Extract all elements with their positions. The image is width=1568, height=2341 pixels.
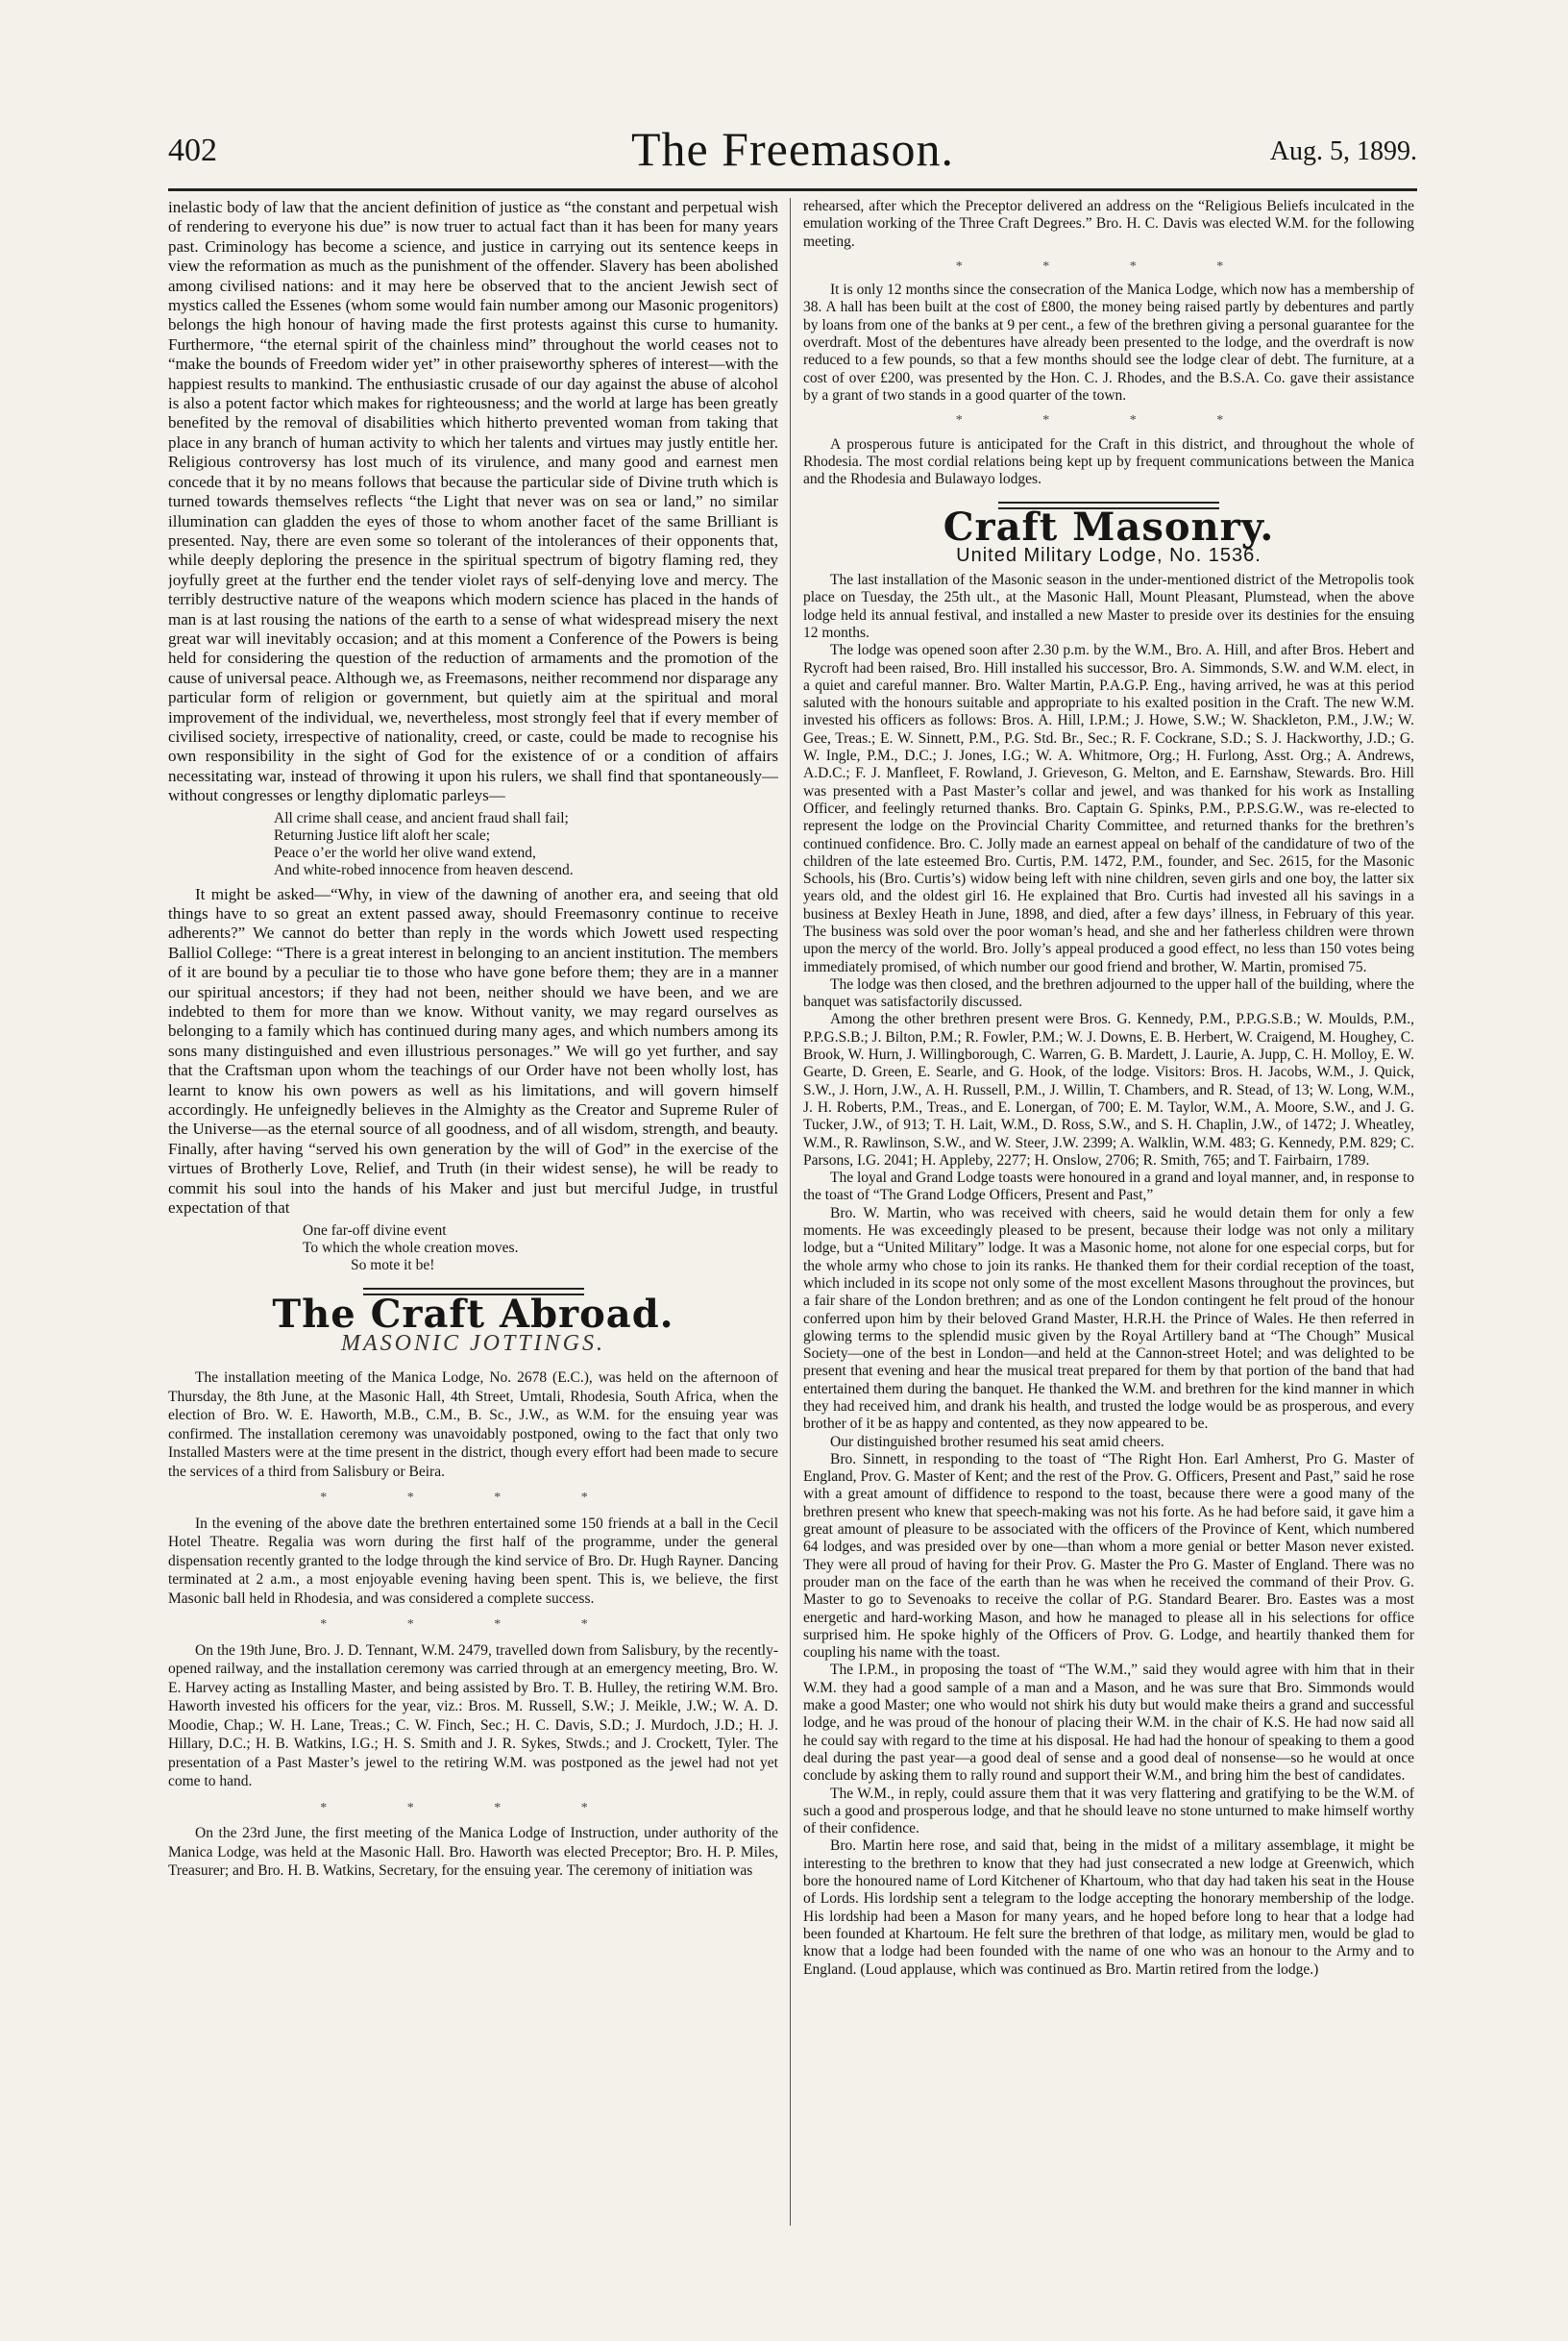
section-heading-craft-abroad: The Craft Abroad. (272, 1291, 674, 1337)
verse-quote (274, 810, 778, 879)
header-rule (168, 188, 1417, 191)
section-separator: * * * * (955, 259, 1262, 274)
section-separator: * * * * (955, 413, 1262, 429)
right-column (803, 198, 1414, 2245)
verse-line: Returning Justice lift aloft her scale; (274, 826, 491, 844)
report-paragraph: Bro. W. Martin, who was received with cheers, said he would detain them for only a few moments. He was exceedingly pleased to be present, because their lodge was not only a military lodge, but a “United Military” lodge. It was a Masonic home, not alone for one especial corps, but for the whole army who chose to join its ranks. He thanked them for their cordial reception of the toast, which included in its scope not only some of the most excellent Masons throughout the provinces, but a fair share of the London brethren; and as one of the London contingent he felt proud of the honour conferred upon him by their beloved Grand Master, H.R.H. the Prince of Wales. He then referred in glowing terms to the splendid music given by the Royal Artillery band at “The Chough” Musical Society—one of the best in London—and held at the Cannon-street Hotel; and was delighted to be present that evening and hear the musical treat prepared for them by that portion of the band that had entertained them during the banquet. He thanked the W.M. and brethren for the kind manner in which they had received him, and drank his health, and trusted the lodge would be as prosperous, and every brother of it be as happy and contented, as they now appeared to be. (803, 1204, 1414, 1433)
verse-line: All crime shall cease, and ancient fraud shall fail; (274, 809, 569, 826)
column-divider (790, 198, 791, 2226)
report-paragraph: The lodge was then closed, and the brethren adjourned to the upper hall of the building, where the banquet was satisfactorily discussed. (803, 975, 1414, 1011)
article-paragraph: A prosperous future is anticipated for the Craft in this district, and throughout the whole of Rhodesia. The most cordial relations being kept up by frequent communications between the Manica and the Rhodesia and Bulawayo lodges. (803, 435, 1414, 488)
report-paragraph: The I.P.M., in proposing the toast of “The W.M.,” said they would agree with him that in their W.M. they had a good sample of a man and a Mason, and he was sure that Bro. Simmonds would make a good Master; one who would not shirk his duty but would make theirs a grand and successful lodge, and he was proud of the honour of placing their W.M. in the chair of K.S. He had now said all he could say with regard to the time at his disposal. He had had the honour of speaking to them a good deal during the past year—a good deal of sense and a good deal of nonsense—so he would at once conclude by asking them to rally round and support their W.M., and bring him the best of candidates. (803, 1662, 1414, 1785)
section-separator: * * * * (320, 1617, 626, 1633)
report-paragraph: Our distinguished brother resumed his seat amid cheers. (830, 1433, 1164, 1450)
section-heading-craft-masonry: Craft Masonry. (943, 505, 1275, 551)
report-paragraph: The lodge was opened soon after 2.30 p.m. by the W.M., Bro. A. Hill, and after Bros. Hebert and Rycroft had been raised, Bro. Hill installed his successor, Bro. A. Simmonds, S.W. and W.M. elect, in a quiet and careful manner. Bro. Walter Martin, P.A.G.P. Eng., having arrived, he was at this period saluted with the honours suitable and appropriate to his exalted position in the Craft. The new W.M. invested his officers as follows: Bros. A. Hill, I.P.M.; J. Howe, S.W.; W. Shackleton, P.M., J.W.; W. Gee, Treas.; E. W. Sinnett, P.M., P.G. Std. Br., Sec.; R. F. Cockrane, S.D.; S. J. Hackworthy, J.D.; G. W. Ingle, P.M., D.C.; J. Jones, I.G.; W. A. Whitmore, Org.; H. Furlong, Asst. Org.; A. Andrews, A.D.C.; F. J. Manfleet, F. Rowland, J. Grieveson, G. Melton, and E. Earnshaw, Stewards. Bro. Hill was presented with a Past Master’s collar and jewel, and was thanked for his work as Installing Officer, and feelingly returned thanks. Bro. Captain G. Spinks, P.M., P.P.S.G.W., was re-elected to represent the lodge on the Provincial Charity Committee, and returned thanks for the brethren’s continued confidence. Bro. C. Jolly made an earnest appeal on behalf of the candidature of two of the children of the late esteemed Bro. Curtis, P.M. 1472, P.M., founder, and Sec. 2615, for the Masonic Schools, his (Bro. Curtis’s) widow being left with nine children, seven girls and one boy, the latter six years old, and the oldest girl 16. He explained that Bro. Curtis had invested all his savings in a business at Bexley Heath in June, 1898, and died, after a few days’ illness, in February of this year. The business was sold over the poor woman’s head, and she and her fatherless children were thrown upon the mercy of the world. Bro. Jolly’s appeal produced a good effect, no less than 150 votes being immediately promised, of which number our good friend and brother, W. Martin, promised 75. (803, 642, 1414, 975)
craft-abroad-article (168, 1368, 778, 1880)
verse-line: And white-robed innocence from heaven descend. (274, 861, 574, 878)
closing-verse (303, 1222, 778, 1274)
article-paragraph: On the 19th June, Bro. J. D. Tennant, W.M. 2479, travelled down from Salisbury, by the recently-opened railway, and the installation ceremony was carried through at an emergency meeting, Bro. W. E. Harvey acting as Installing Master, and being assisted by Bro. T. B. Hulley, the retiring W.M. Bro. Haworth invested his officers for the year, viz.: Bros. M. Russell, S.W.; J. Meikle, J.W.; W. A. D. Moodie, Chap.; W. H. Lane, Treas.; C. W. Finch, Sec.; H. C. Davis, S.D.; J. Murdoch, J.D.; H. J. Hillary, D.C.; H. B. Watkins, I.G.; H. S. Smith and J. R. Sykes, Stwds.; and J. Crockett, Tyler. The presentation of a Past Master’s jewel to the retiring W.M. was postponed as the jewel had not yet come to hand. (168, 1641, 778, 1790)
article-paragraph: The installation meeting of the Manica Lodge, No. 2678 (E.C.), was held on the afternoon of Thursday, the 8th June, at the Masonic Hall, 4th Street, Umtali, Rhodesia, South Africa, when the election of Bro. W. E. Haworth, M.B., C.M., B. Sc., J.W., as W.M. for the ensuing year was confirmed. The installation ceremony was unavoidably postponed, owing to the fact that only two Installed Masters were at the time present in the district, though every effort had been made to secure the services of a third from Salisbury or Beira. (168, 1369, 778, 1480)
newspaper-title: The Freemason. (630, 122, 955, 176)
left-column (168, 198, 778, 2245)
lodge-heading: United Military Lodge, No. 1536. (956, 544, 1262, 566)
page-number: 402 (168, 133, 217, 168)
verse-line: So mote it be! (351, 1256, 435, 1273)
verse-line: One far-off divine event (303, 1221, 447, 1239)
report-paragraph: Bro. Martin here rose, and said that, being in the midst of a military assemblage, it might be interesting to the brethren to know that they had just consecrated a new lodge at Greenwich, which bore the honoured name of Lord Kitchener of Khartoum, who that day had taken his seat in the House of Lords. His lordship sent a telegram to the lodge accepting the honorary membership of the lodge. His lordship had been a Mason for many years, and he hoped before long to hear that a lodge had been founded at Khartoum. He felt sure the brethren of that lodge, as military men, would be glad to know that a lodge had been founded with the name of one who was an honour to the Army and to England. (Loud applause, which was continued as Bro. Martin retired from the lodge.) (803, 1837, 1414, 1978)
section-separator: * * * * (320, 1800, 626, 1815)
article-paragraph: It is only 12 months since the consecration of the Manica Lodge, which now has a membership of 38. A hall has been built at the cost of £800, the money being raised partly by debentures and partly by loans from one of the banks at 9 per cent., a few of the brethren giving a personal guarantee for the overdraft. Most of the debentures have already been presented to the lodge, and the overdraft is now reduced to a few pounds, so that a few months should see the lodge clear of debt. The furniture, at a cost of over £200, was presented by the Hon. C. J. Rhodes, and the B.S.A. Co. gave their assistance by a grant of two stands in a good quarter of the town. (803, 282, 1414, 404)
lodge-report (803, 572, 1414, 1979)
verse-line: Peace o’er the world her olive wand extend, (274, 844, 536, 861)
issue-date: Aug. 5, 1899. (1269, 136, 1417, 166)
article-paragraph: It might be asked—“Why, in view of the dawning of another era, and seeing that old things have to so great an extent passed away, should Freemasonry continue to receive adherents?” We cannot do better than reply in the words which Jowett used respecting Balliol College: “There is a great interest in belonging to an ancient institution. The members of it are bound by a peculiar tie to those who have gone before them; they are in a manner our spiritual ancestors; if they had not been, neither should we have been, and we are indebted to them for more than we know. Without vanity, we may regard ourselves as belonging to a family which has continued during many ages, and which numbers among its sons many distinguished and even illustrious personages.” We will go yet further, and say that the Craftsman upon whom the teachings of our Order have not been wholly lost, has learnt to know his own powers as well as his limitations, and will govern himself accordingly. He unfeignedly believes in the Almighty as the Creator and Supreme Ruler of the Universe—as the eternal source of all goodness, and of all wisdom, strength, and beauty. Finally, after having “served his own generation by the will of God” in the exercise of the virtues of Brotherly Love, Relief, and Truth (in their widest sense), he will be ready to commit his soul into the hands of his Maker and just but merciful Judge, in trustful expectation of that (168, 884, 778, 1218)
verse-line: To which the whole creation moves. (303, 1239, 519, 1256)
section-separator: * * * * (320, 1491, 626, 1506)
article-continuation-paragraph: rehearsed, after which the Preceptor delivered an address on the “Religious Beliefs inculcated in the emulation working of the Three Craft Degrees.” Bro. H. C. Davis was elected W.M. for the following meeting. (803, 198, 1414, 250)
report-paragraph: The W.M., in reply, could assure them that it was very flattering and gratifying to be the W.M. of such a good and prosperous lodge, and that he should leave no stone unturned to make himself worthy of their confidence. (803, 1785, 1414, 1837)
article-continuation-paragraph: inelastic body of law that the ancient definition of justice as “the constant and perpetual wish of rendering to everyone his due” is now truer to actual fact than it has been for many years past. Criminology has become a science, and justice in carrying out its sentence keeps in view the reformation as much as the punishment of the offender. Slavery has been abolished among civilised nations: and it may here be observed that to the ancient Jewish sect of mystics called the Essenes (whom some would fain number among our Masonic progenitors) belongs the high honour of having made the first protests against this curse to humanity. Furthermore, “the eternal spirit of the chainless mind” throughout the world ceases not to “make the bounds of Freedom wider yet” in other praiseworthy spheres of interest—with the happiest results to mankind. The enthusiastic crusade of our day against the abuse of alcohol is also a potent factor which makes for righteousness; and the world at large has been greatly benefited by the removal of disabilities which hitherto prevented woman from taking that place in any branch of human activity to which her talents and virtues may justly entitle her. Religious controversy has lost much of its virulence, and many good and earnest men concede that it by no means follows that because the particular side of Divine truth which is turned towards themselves reflects “the Light that never was on sea or land,” no similar illumination can gladden the eyes of those to whom another facet of the same Brilliant is presented. Nay, there are even some so tolerant of the intolerances of their opponents that, while deeply deploring the presence in the spiritual spectrum of bigotry flaming red, they joyfully greet at the further end the tender violet rays of self-denying love and mercy. The terribly destructive nature of the weapons which modern science has placed in the hands of man is at last rousing the nations of the earth to a sense of what widespread misery the next great war will inevitably occasion; and at this moment a Conference of the Powers is being held for considering the question of the reduction of armaments and the promotion of the cause of universal peace. Although we, as Freemasons, neither recommend nor disparage any particular form of religion or government, but quietly aim at the spiritual and moral improvement of the individual, we, nevertheless, most strongly feel that if every member of civilised society, irrespective of nationality, creed, or caste, could be made to recognise his own responsibility in the sight of God for the existence of or a condition of affairs necessitating war, instead of throwing it upon his rulers, we shall find that spontaneously—without congresses or lengthy diplomatic parleys— (168, 198, 778, 805)
report-paragraph: The last installation of the Masonic season in the under-mentioned district of the Metropolis took place on Tuesday, the 25th ult., at the Masonic Hall, Mount Pleasant, Plumstead, when the above lodge held its annual festival, and installed a new Master to preside over its destinies for the ensuing 12 months. (803, 572, 1414, 641)
report-paragraph: Among the other brethren present were Bros. G. Kennedy, P.M., P.P.G.S.B.; W. Moulds, P.M., P.P.G.S.B.; J. Bilton, P.M.; R. Fowler, P.M.; W. J. Downs, E. B. Herbert, W. Craigend, M. Houghey, C. Brook, W. Hurn, J. Willingborough, C. Warren, G. B. Mardett, J. Laurie, A. Jupp, C. H. Molloy, E. W. Gearte, D. Green, E. Searle, and G. Hook, of the lodge. Visitors: Bros. H. Jacobs, W.M., J. Quick, S.W., J. Horn, J.W., A. H. Russell, P.M., J. Willin, T. Chambers, and R. Stead, of 13; W. Long, W.M., J. H. Roberts, P.M., Treas., and E. Lonergan, of 700; E. M. Taylor, W.M., A. Moore, S.W., and J. G. Tucker, J.W., of 913; T. H. Lait, W.M., D. Ross, S.W., and S. H. Chaplin, J.W., of 1472; J. Wheatley, W.M., R. Rawlinson, S.W., and W. Steer, J.W. 2399; A. Walklin, W.M. 483; G. Kennedy, P.M. 829; C. Parsons, I.G. 2041; H. Appleby, 2277; H. Onslow, 2706; R. Smith, 765; and T. Fairbairn, 1789. (803, 1011, 1414, 1169)
masthead (168, 115, 1417, 183)
article-paragraph: In the evening of the above date the brethren entertained some 150 friends at a ball in the Cecil Hotel Theatre. Regalia was worn during the first half of the programme, under the general dispensation recently granted to the lodge through the kind service of Bro. Dr. Hugh Rayner. Dancing terminated at 2 a.m., a most enjoyable evening having been spent. This is, we believe, the first Masonic ball held in Rhodesia, and was considered a complete success. (168, 1515, 778, 1607)
subheading-masonic-jottings: MASONIC JOTTINGS. (340, 1330, 605, 1356)
article-paragraph: On the 23rd June, the first meeting of the Manica Lodge of Instruction, under authority of the Manica Lodge, was held at the Masonic Hall. Bro. Haworth was elected Preceptor; Bro. H. P. Miles, Treasurer; and Bro. H. B. Watkins, Secretary, for the ensuing year. The ceremony of initiation was (168, 1825, 778, 1880)
report-paragraph: The loyal and Grand Lodge toasts were honoured in a grand and loyal manner, and, in response to the toast of “The Grand Lodge Officers, Present and Past,” (803, 1170, 1414, 1204)
report-paragraph: Bro. Sinnett, in responding to the toast of “The Right Hon. Earl Amherst, Pro G. Master of England, Prov. G. Master of Kent; and the rest of the Prov. G. Officers, Present and Past,” said he rose with a great amount of diffidence to respond to the toast, because there were a good many of the brethren present who knew that speech-making was not his forte. As he had before said, it gave him a great amount of pleasure to be associated with the officers of the Province of Kent, which numbered 64 lodges, and was presided over by one—than whom a more genial or better Mason never existed. They were all proud of having for their Prov. G. Master the Pro G. Master of England. There was no prouder man on the face of the earth than he was when he received the command of their Prov. G. Master to go to Sevenoaks to receive the collar of P.G. Standard Bearer. Bro. Eastes was a most energetic and hard-working Mason, and how he managed to please all in his selections for office surprised him. He spoke highly of the Officers of Prov. G. Lodge, and heartily thanked them for coupling his name with the toast. (803, 1450, 1414, 1662)
